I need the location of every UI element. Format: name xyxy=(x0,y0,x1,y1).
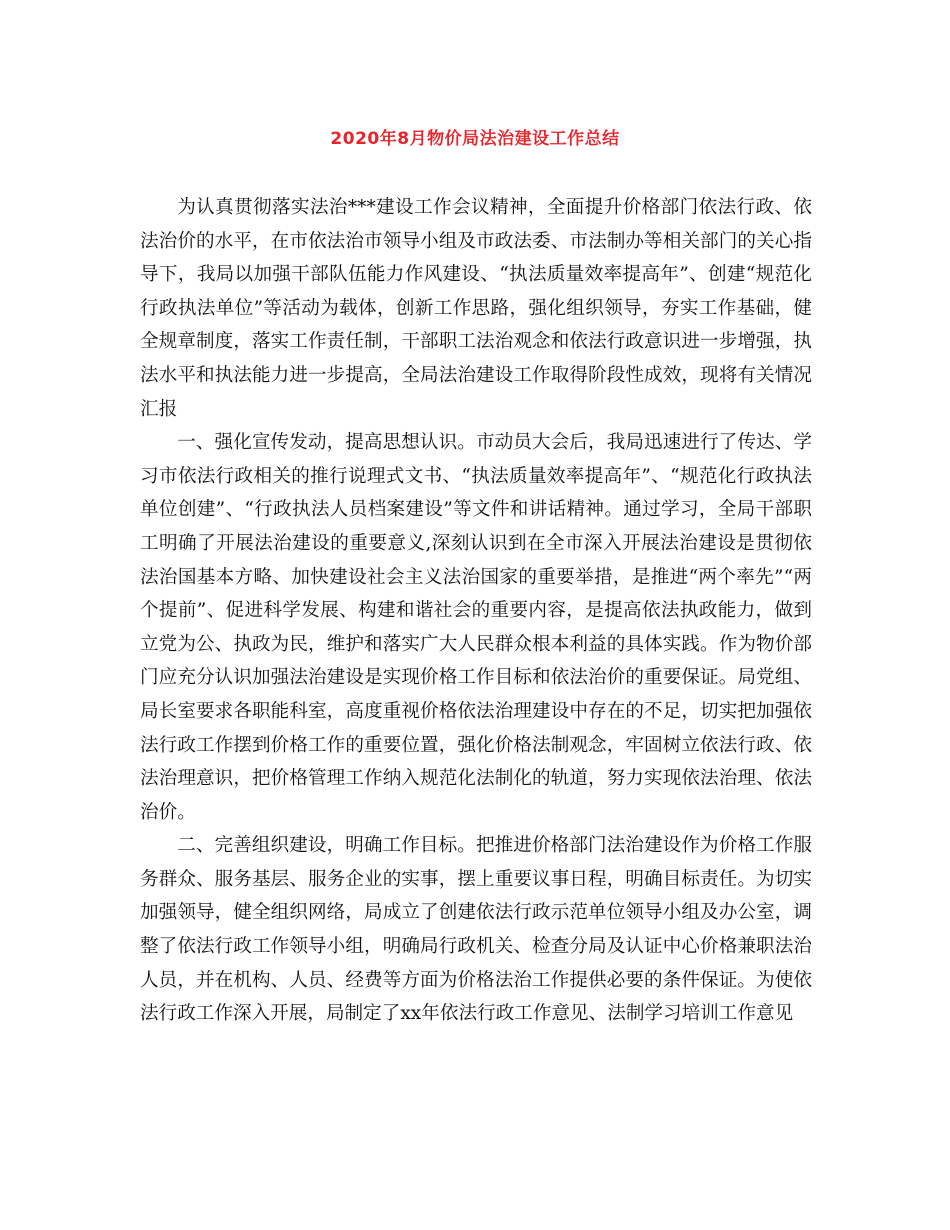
document-body xyxy=(140,191,812,1031)
paragraph-intro: 为认真贯彻落实法治***建设工作会议精神，全面提升价格部门依法行政、依法治价的水平，在市依法治市领导小组及市政法委、市法制办等相关部门的关心指导下，我局以加强干部队伍能力作风建设、“执法质量效率提高年”、创建“规范化行政执法单位”等活动为载体，创新工作思路，强化组织领导，夯实工作基础，健全规章制度，落实工作责任制，干部职工法治观念和依法行政意识进一步增强，执法水平和执法能力进一步提高，全局法治建设工作取得阶段性成效，现将有关情况汇报 xyxy=(140,197,812,420)
paragraph-section-2: 二、完善组织建设，明确工作目标。把推进价格部门法治建设作为价格工作服务群众、服务基层、服务企业的实事，摆上重要议事日程，明确目标责任。为切实加强领导，健全组织网络，局成立了创建依法行政示范单位领导小组及办公室，调整了依法行政工作领导小组，明确局行政机关、检查分局及认证中心价格兼职法治人员，并在机构、人员、经费等方面为价格法治工作提供必要的条件保证。为使依法行政工作深入开展，局制定了xx年依法行政工作意见、法制学习培训工作意见 xyxy=(140,835,812,1025)
paragraph-section-1: 一、强化宣传发动，提高思想认识。市动员大会后，我局迅速进行了传达、学习市依法行政相关的推行说理式文书、“执法质量效率提高年”、“规范化行政执法单位创建”、“行政执法人员档案建设”等文件和讲话精神。通过学习，全局干部职工明确了开展法治建设的重要意义,深刻认识到在全市深入开展法治建设是贯彻依法治国基本方略、加快建设社会主义法治国家的重要举措，是推进“两个率先”“两个提前”、促进科学发展、构建和谐社会的重要内容，是提高依法执政能力，做到立党为公、执政为民，维护和落实广大人民群众根本利益的具体实践。作为物价部门应充分认识加强法治建设是实现价格工作目标和依法治价的重要保证。局党组、局长室要求各职能科室，高度重视价格依法治理建设中存在的不足，切实把加强依法行政工作摆到价格工作的重要位置，强化价格法制观念，牢固树立依法行政、依法治理意识，把价格管理工作纳入规范化法制化的轨道，努力实现依法治理、依法治价。 xyxy=(140,432,812,823)
document-title: 2020年8月物价局法治建设工作总结 xyxy=(330,129,620,149)
